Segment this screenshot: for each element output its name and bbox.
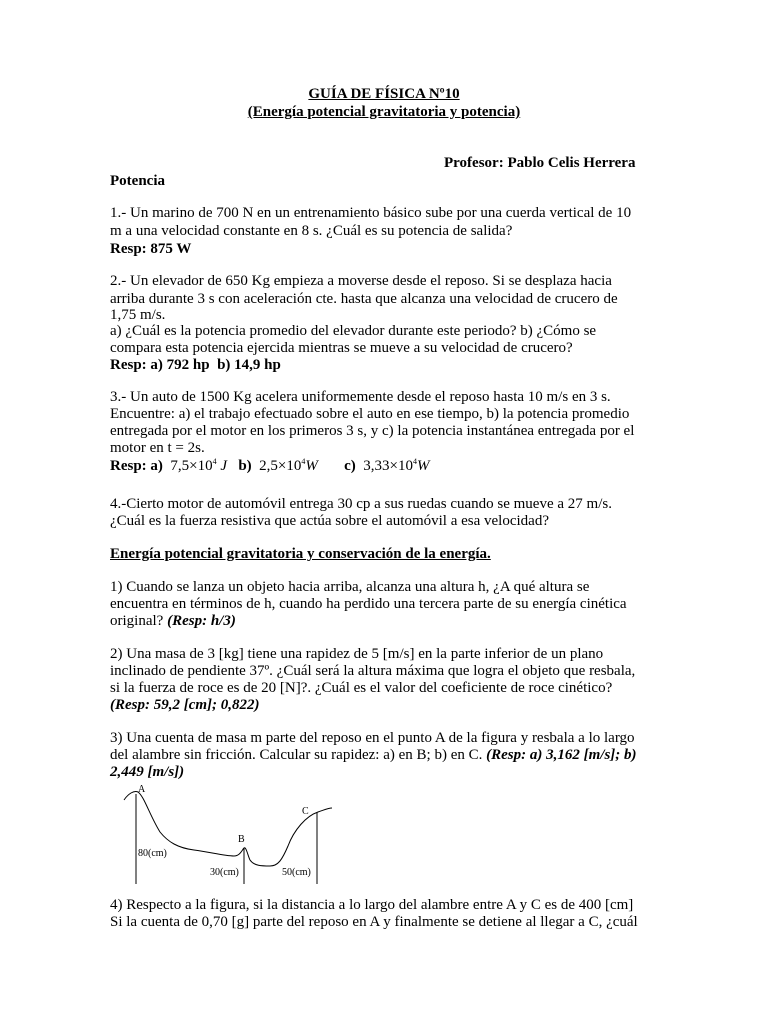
page-title (0, 85, 768, 103)
p3-line-2 (110, 746, 637, 764)
title-text: GUÍA DE FÍSICA Nº10 (308, 86, 460, 102)
p2-line-1: 2) Una masa de 3 [kg] tiene una rapidez de 5 [m/s] en la parte inferior de un plano (110, 646, 604, 662)
point-label-b: B (238, 834, 245, 845)
p1-line-3 (110, 612, 236, 630)
wire-track-figure (112, 780, 342, 886)
q3-answer-a-exponent: 4 (212, 457, 217, 466)
p1-answer: (Resp: h/3) (167, 613, 236, 629)
q3-answer-c-exponent: 4 (413, 457, 417, 466)
p1-last-text: original? (110, 613, 164, 629)
section-heading-energy: Energía potencial gravitatoria y conservación de la energía. (110, 546, 491, 562)
professor-name: Profesor: Pablo Celis Herrera (444, 155, 636, 171)
q3-answer-b-label: b) (238, 458, 252, 474)
q3-answer-prefix: Resp: a) (110, 458, 163, 474)
q3-answer-a-unit: J (220, 458, 228, 474)
q3-answer (110, 457, 430, 475)
q3-answer-b-value: 2,5×10 (259, 458, 302, 474)
section-heading-power: Potencia (110, 173, 165, 189)
p3-line-1: 3) Una cuenta de masa m parte del reposo en el punto A de la figura y resbala a lo largo (110, 730, 635, 746)
height-label-a: 80(cm) (138, 848, 167, 859)
q3-line-2: Encuentre: a) el trabajo efectuado sobre el auto en ese tiempo, b) la potencia promedio (110, 406, 630, 422)
q2-line-4: a) ¿Cuál es la potencia promedio del elevador durante este periodo? b) ¿Cómo se (110, 323, 597, 339)
q3-line-3: entregada por el motor en los primeros 3 s, y c) la potencia instantánea entregada por el (110, 423, 635, 439)
q2-line-5: compara esta potencia ejercida mientras se mueve a su velocidad de crucero? (110, 340, 573, 356)
subtitle-text: (Energía potencial gravitatoria y potencia) (247, 104, 521, 120)
height-label-c: 50(cm) (282, 867, 311, 878)
q3-answer-b-exponent: 4 (301, 457, 306, 466)
q2-line-2: arriba durante 3 s con aceleración cte. hasta que alcanza una velocidad de crucero de (110, 291, 618, 307)
q4-line-2: ¿Cuál es la fuerza resistiva que actúa sobre el automóvil a esa velocidad? (110, 513, 549, 529)
p3-answer-part-1: (Resp: a) 3,162 [m/s]; b) (486, 747, 637, 763)
height-label-b: 30(cm) (210, 867, 239, 878)
q2-answer: Resp: a) 792 hp b) 14,9 hp (110, 357, 281, 373)
q1-line-1: 1.- Un marino de 700 N en un entrenamiento básico sube por una cuerda vertical de 10 (110, 205, 632, 221)
p1-line-2: encuentra en términos de h, cuando ha perdido una tercera parte de su energía cinética (110, 596, 627, 612)
q4-line-1: 4.-Cierto motor de automóvil entrega 30 cp a sus ruedas cuando se mueve a 27 m/s. (110, 496, 612, 512)
q1-line-2: m a una velocidad constante en 8 s. ¿Cuál es su potencia de salida? (110, 223, 513, 239)
page-subtitle (0, 103, 768, 121)
q3-answer-c-label: c) (344, 458, 356, 474)
p2-line-2: inclinado de pendiente 37º. ¿Cuál será la altura máxima que logra el objeto que resbala, (110, 663, 636, 679)
point-label-c: C (302, 806, 309, 817)
p4-line-2: Si la cuenta de 0,70 [g] parte del reposo en A y finalmente se detiene al llegar a C, ¿cuál (110, 914, 638, 930)
q3-answer-c-value: 3,33×10 (363, 458, 413, 474)
q3-answer-b-unit: W (305, 458, 318, 474)
p1-line-1: 1) Cuando se lanza un objeto hacia arriba, alcanza una altura h, ¿A qué altura se (110, 579, 590, 595)
q2-line-1: 2.- Un elevador de 650 Kg empieza a moverse desde el reposo. Si se desplaza hacia (110, 273, 612, 289)
q3-line-4: motor en t = 2s. (110, 440, 205, 456)
q3-answer-c-unit: W (417, 458, 430, 474)
q3-answer-a-value: 7,5×10 (170, 458, 213, 474)
p2-line-3: si la fuerza de roce es de 20 [N]?. ¿Cuál es el valor del coeficiente de roce cinético? (110, 680, 613, 696)
p3-answer-part-2: 2,449 [m/s]) (110, 764, 185, 780)
q3-line-1: 3.- Un auto de 1500 Kg acelera uniformemente desde el reposo hasta 10 m/s en 3 s. (110, 389, 611, 405)
q1-answer: Resp: 875 W (110, 241, 192, 257)
p3-line-2-text: del alambre sin fricción. Calcular su rapidez: a) en B; b) en C. (110, 747, 483, 763)
q2-line-3: 1,75 m/s. (110, 307, 166, 323)
point-label-a: A (138, 784, 146, 795)
p4-line-1: 4) Respecto a la figura, si la distancia a lo largo del alambre entre A y C es de 400 [cm] (110, 897, 634, 913)
p2-answer: (Resp: 59,2 [cm]; 0,822) (110, 697, 260, 713)
